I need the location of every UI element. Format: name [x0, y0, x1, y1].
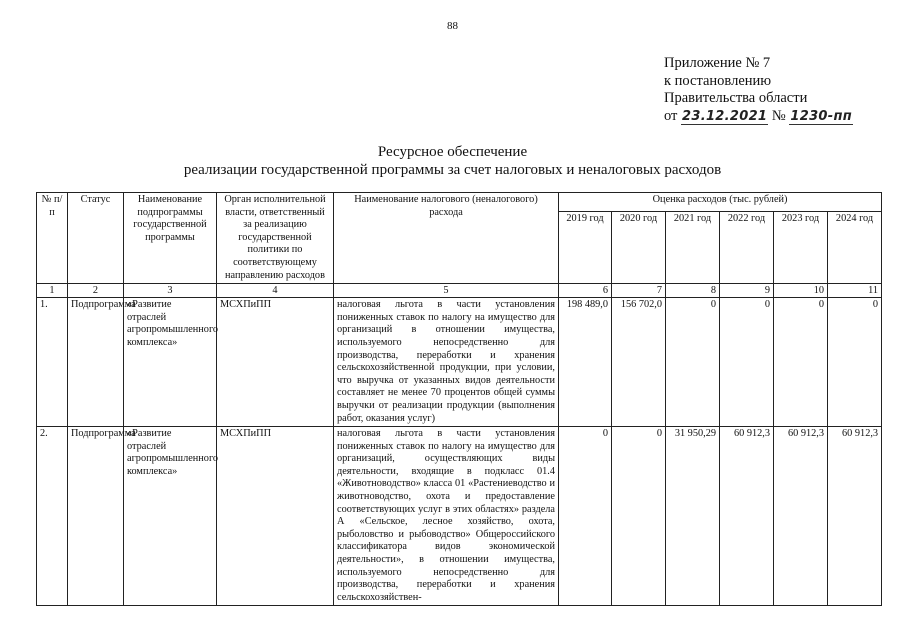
header-year: 2024 год	[828, 212, 882, 284]
header-status: Статус	[68, 193, 124, 284]
appendix-line-3: Правительства области	[664, 90, 808, 106]
header-agency: Орган исполнительной власти, ответственный за реализацию государственной политики по соответствующему направлению расходов	[217, 193, 334, 284]
column-index: 9	[720, 284, 774, 298]
title-line-1: Ресурсное обеспечение	[377, 144, 528, 160]
column-index: 3	[124, 284, 217, 298]
table-row	[37, 427, 882, 606]
column-index: 5	[334, 284, 559, 298]
appendix-line-2: к постановлению	[664, 72, 772, 89]
header-estimate: Оценка расходов (тыс. рублей)	[559, 193, 882, 212]
row-value: 31 950,29	[666, 427, 720, 606]
row-value: 0	[828, 298, 882, 427]
page-number: 88	[447, 20, 458, 32]
appendix-date-line	[664, 108, 853, 126]
header-year: 2019 год	[559, 212, 612, 284]
column-index: 4	[217, 284, 334, 298]
row-value: 60 912,3	[828, 427, 882, 606]
row-value: 0	[559, 427, 612, 606]
column-index-row	[37, 284, 882, 298]
header-year: 2023 год	[774, 212, 828, 284]
row-value: 198 489,0	[559, 298, 612, 427]
resource-table	[36, 192, 882, 606]
column-index: 6	[559, 284, 612, 298]
header-year: 2022 год	[720, 212, 774, 284]
column-index: 11	[828, 284, 882, 298]
row-value: 0	[720, 298, 774, 427]
row-expense: налоговая льгота в части установления пониженных ставок по налогу на имущество для организаций, осуществляющих виды деятельности, входящие в подкласс 01.4 «Животноводство» класса 01 «Растениеводство и животноводство, охота и предоставление соответствующих услуг в этих областях» раздела А «Сельское, лесное хозяйство, охота, рыболовство и рыбоводство» Общероссийского классификатора видов экономической деятельности», в отношении имущества, используемого непосредственно для производства, переработки и хранения сельскохозяйствен-	[334, 427, 559, 606]
row-value: 0	[774, 298, 828, 427]
row-expense: налоговая льгота в части установления пониженных ставок по налогу на имущество для организаций в отношении имущества, используемого непосредственно для производства, переработки и хранения сельскохозяйственной продукции, при условии, что выручка от указанных видов деятельности составляет не менее 70 процентов общей суммы выручки от реализации продукции (выполнения работ, оказания услуг)	[334, 298, 559, 427]
column-index: 8	[666, 284, 720, 298]
row-status: Подпрограмма	[68, 427, 124, 606]
number-sign: №	[771, 107, 786, 124]
header-expense: Наименование налогового (неналогового) расхода	[334, 193, 559, 284]
handwritten-date: 23.12.2021	[682, 108, 768, 124]
document-title	[0, 143, 905, 179]
row-status: Подпрограмма	[68, 298, 124, 427]
row-agency: МСХПиПП	[217, 427, 334, 606]
table-row	[37, 298, 882, 427]
header-year: 2020 год	[612, 212, 666, 284]
header-year: 2021 год	[666, 212, 720, 284]
row-value: 156 702,0	[612, 298, 666, 427]
handwritten-number: 1230-пп	[790, 108, 853, 124]
row-num: 2.	[37, 427, 68, 606]
header-num: № п/п	[37, 193, 68, 284]
header-subprogram: Наименование подпрограммы государственной программы	[124, 193, 217, 284]
title-line-2: реализации государственной программы за счет налоговых и неналоговых расходов	[183, 162, 722, 178]
date-prefix: от	[664, 107, 678, 124]
column-index: 1	[37, 284, 68, 298]
column-index: 7	[612, 284, 666, 298]
row-value: 60 912,3	[720, 427, 774, 606]
appendix-line-1: Приложение № 7	[664, 55, 771, 71]
row-subprogram: «Развитие отраслей агропромышленного комплекса»	[124, 427, 217, 606]
row-num: 1.	[37, 298, 68, 427]
column-index: 10	[774, 284, 828, 298]
row-agency: МСХПиПП	[217, 298, 334, 427]
column-index: 2	[68, 284, 124, 298]
appendix-block	[664, 55, 853, 125]
row-value: 0	[666, 298, 720, 427]
row-value: 0	[612, 427, 666, 606]
row-subprogram: «Развитие отраслей агропромышленного комплекса»	[124, 298, 217, 427]
header-row	[37, 193, 882, 212]
row-value: 60 912,3	[774, 427, 828, 606]
